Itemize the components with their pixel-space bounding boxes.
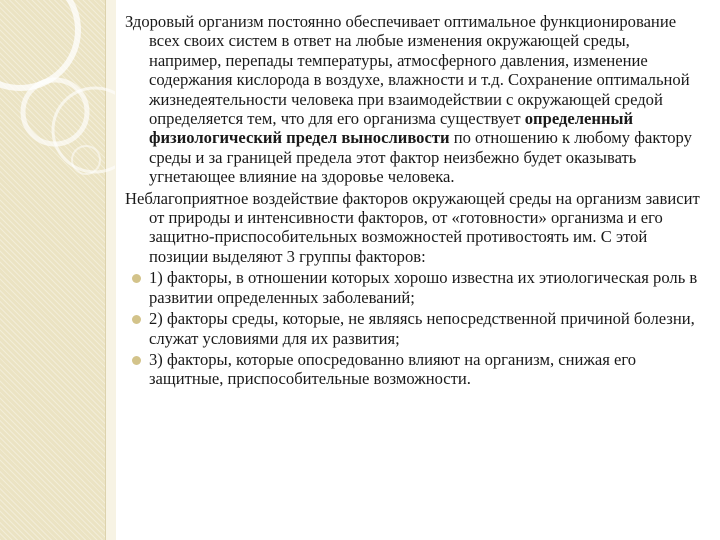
list-item-text: 1) факторы, в отношении которых хорошо известна их этиологическая роль в развитии определенных заболеваний; xyxy=(149,268,698,307)
paragraph-1-bold-term: определенный физиологический предел выносливости xyxy=(149,109,634,148)
list-item xyxy=(125,268,700,307)
bullet-dot-icon xyxy=(132,274,141,283)
paragraph-1 xyxy=(125,12,700,187)
list-item-text: 3) факторы, которые опосредованно влияют на организм, снижая его защитные, приспособительные возможности. xyxy=(149,349,637,389)
bullet-dot-icon xyxy=(132,356,141,365)
slide-text xyxy=(125,12,700,391)
list-item xyxy=(125,350,700,389)
paragraph-1-part-1: Здоровый организм постоянно обеспечивает оптимальное функционирование всех своих систем в ответ на любые изменения окружающей среды, например, перепады температуры, атмосферного давления, изменение содержания кислорода в воздухе, влажности и т.д. Сохранение оптимальной жизнедеятельности человека при взаимодействии с окружающей средой определяется тем, что для его организма существует xyxy=(125,12,690,129)
decorative-circles xyxy=(0,0,115,540)
deco-ring-small xyxy=(23,80,87,144)
paragraph-2: Неблагоприятное воздействие факторов окружающей среды на организм зависит от природы и интенсивности факторов, от «готовности» организма и его защитно-приспособительных возможностей противостоять им. С этой позиции выделяют 3 группы факторов: xyxy=(125,188,700,266)
deco-ring-large xyxy=(0,0,78,88)
list-item-text: 2) факторы среды, которые, не являясь непосредственной причиной болезни, служат условиями для их развития; xyxy=(149,309,695,348)
list-item xyxy=(125,309,700,348)
paragraph-1-part-2: по отношению к любому фактору среды и за границей предела этот фактор неизбежно будет оказывать угнетающее влияние на здоровье человека. xyxy=(149,128,692,187)
bullet-dot-icon xyxy=(132,315,141,324)
